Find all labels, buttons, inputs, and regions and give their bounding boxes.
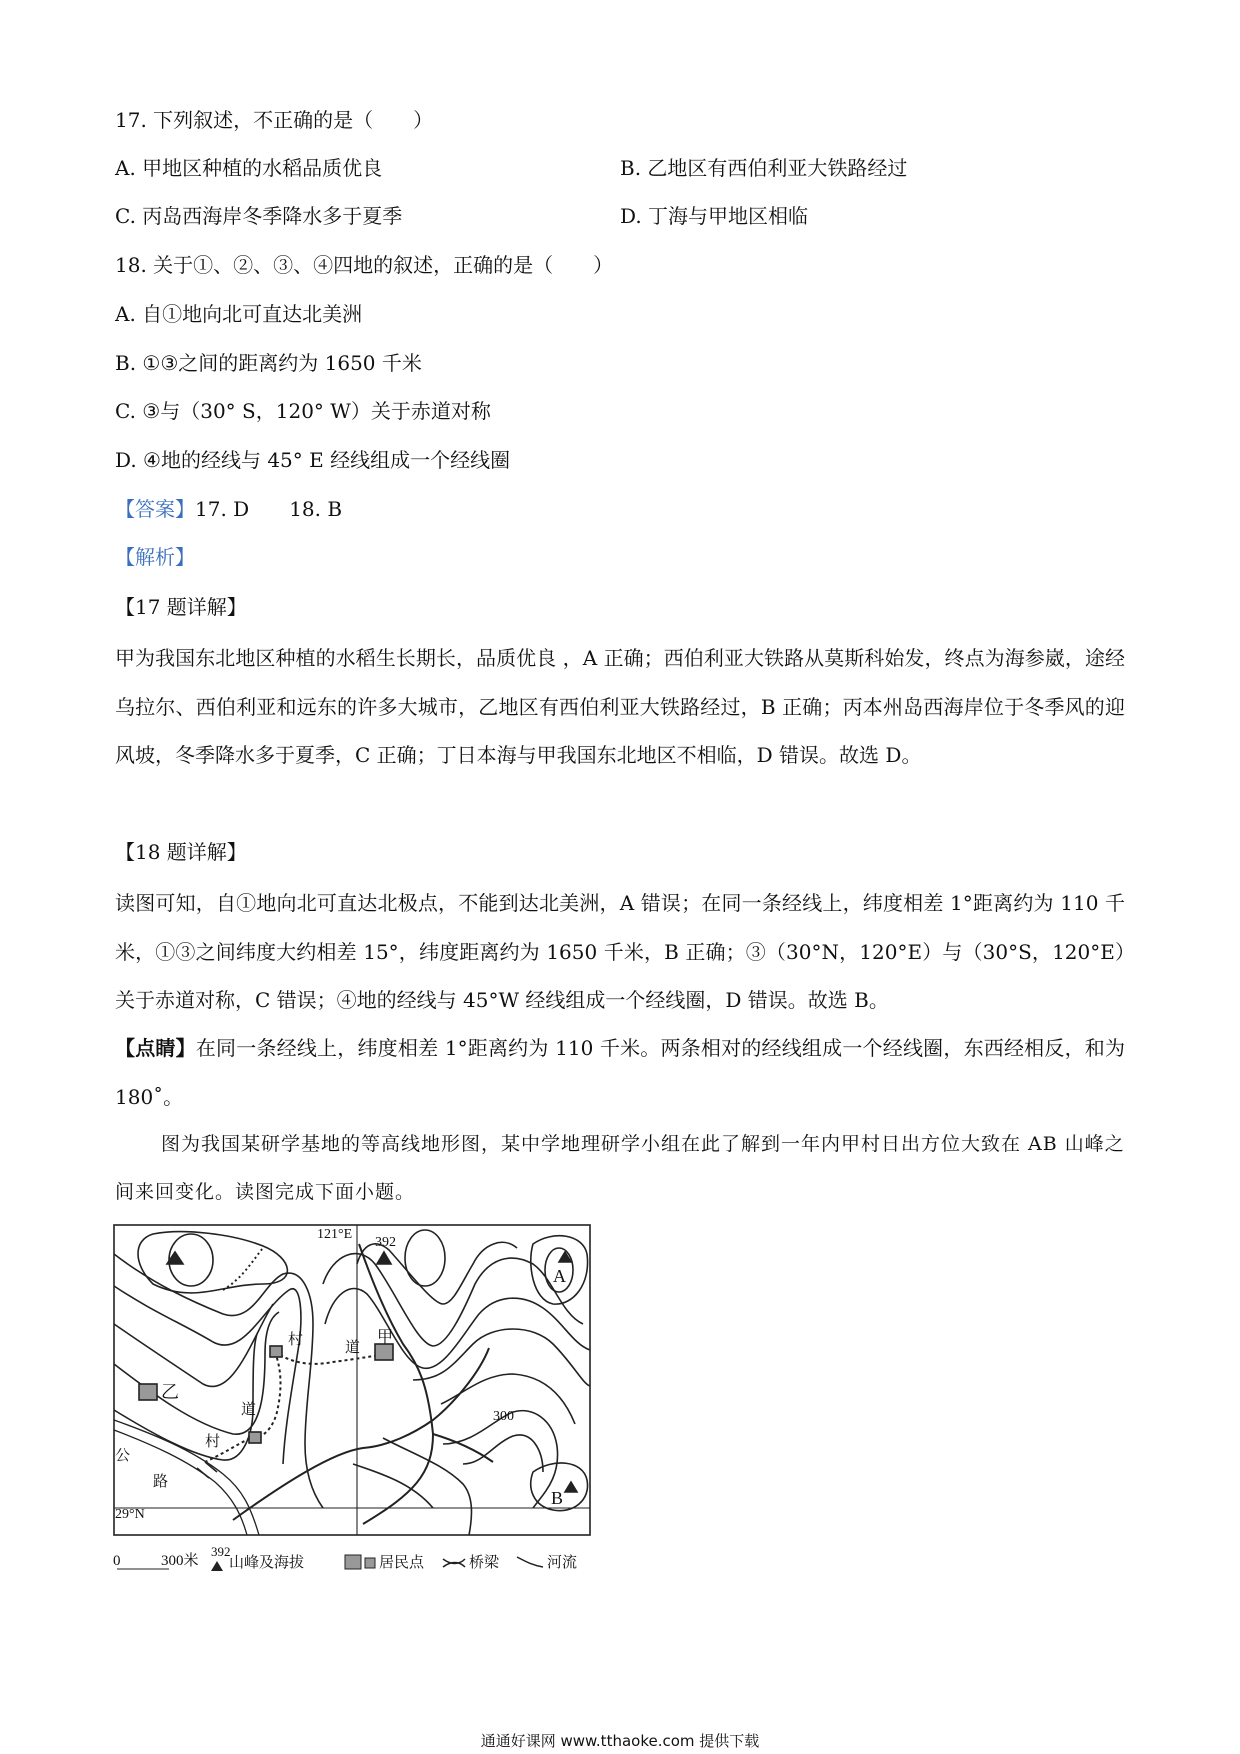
detail17-body: 甲为我国东北地区种植的水稻生长期长，品质优良 ，A 正确；西伯利亚大铁路从莫斯科始发，终点为海参崴，途经乌拉尔、西伯利亚和远东的许多大城市，乙地区有西伯利亚大铁路经过，B 正确；丙本州岛西海岸位于冬季风的迎风坡，冬季降水多于夏季，C 正确；丁日本海与甲我国东北地区不相临，D 错误。故选 D。	[115, 646, 1125, 767]
legend-bridge-icon	[443, 1559, 465, 1567]
q18-option-b: B. ①③之间的距离约为 1650 千米	[115, 351, 422, 375]
legend-river-text: 河流	[547, 1555, 578, 1571]
legend-peak-number: 392	[211, 1544, 231, 1559]
contour-se-1	[443, 1411, 558, 1508]
contour-s-1	[353, 1464, 433, 1508]
detail17-title: 【17 题详解】	[115, 595, 247, 619]
contour-e-3	[325, 1289, 590, 1369]
legend-settlement-small-icon	[365, 1558, 375, 1568]
q18-stem: 18. 关于①、②、③、④四地的叙述，正确的是（ ）	[115, 253, 614, 277]
peak-b-label: B	[551, 1488, 564, 1508]
settlement-jia	[375, 1344, 393, 1360]
detail18-title: 【18 题详解】	[115, 840, 247, 864]
scale-text: 300米	[161, 1553, 199, 1569]
analysis-tag: 【解析】	[115, 545, 195, 569]
river-branch	[233, 1348, 489, 1520]
road-label-dao-1: 道	[345, 1340, 361, 1356]
village-road-north	[275, 1352, 385, 1364]
contour-w-3	[114, 1304, 273, 1387]
tip-body: 在同一条经线上，纬度相差 1°距离约为 110 千米。两条相对的经线组成一个经线圈，东西经相反，和为 180˚。	[115, 1036, 1125, 1109]
legend-peak-icon	[211, 1561, 223, 1571]
contour-map	[113, 1224, 593, 1536]
q17-stem: 17. 下列叙述，不正确的是（ ）	[115, 108, 434, 132]
contour-se-2	[463, 1435, 543, 1472]
peak-b-icon	[565, 1482, 577, 1492]
contour-300-label: 300	[493, 1409, 514, 1424]
q17-option-d: D. 丁海与甲地区相临	[620, 204, 809, 228]
map-frame	[114, 1225, 590, 1535]
peak-392-icon	[377, 1252, 391, 1264]
map-legend	[113, 1541, 633, 1577]
scale-zero: 0	[113, 1553, 121, 1569]
parallel-label: 29°N	[115, 1507, 145, 1522]
answer-line	[115, 495, 342, 523]
detail18-body: 读图可知，自①地向北可直达北极点，不能到达北美洲，A 错误；在同一条经线上，纬度相差 1°距离约为 110 千米，①③之间纬度大约相差 15°，纬度距离约为 1650 千米，B 正确；③（30°N，120°E）与（30°S，120°E）关于赤道对称，C 错误；④地的经线与 45°W 经线组成一个经线圈，D 错误。故选 B。	[115, 891, 1125, 1012]
contour-e-4	[413, 1329, 590, 1386]
contour-w-5	[114, 1334, 257, 1460]
map-intro: 图为我国某研学基地的等高线地形图，某中学地理研学小组在此了解到一年内甲村日出方位大致在 AB 山峰之间来回变化。读图完成下面小题。	[115, 1133, 1125, 1203]
legend-settlement-large-icon	[345, 1555, 361, 1569]
q18-option-d: D. ④地的经线与 45° E 经线组成一个经线圈	[115, 448, 511, 472]
legend-peak-text: 山峰及海拔	[229, 1555, 305, 1571]
settlement-small-2	[249, 1432, 261, 1443]
q17-option-a: A. 甲地区种植的水稻品质优良	[115, 156, 383, 180]
tip-paragraph	[115, 1024, 1125, 1121]
contour-392-inner	[405, 1230, 445, 1286]
q18-option-c: C. ③与（30° S，120° W）关于赤道对称	[115, 399, 491, 423]
legend-settlement-text: 居民点	[379, 1555, 425, 1571]
legend-river-icon	[517, 1557, 543, 1567]
tip-tag: 【点睛】	[115, 1036, 196, 1060]
peak-392-label: 392	[375, 1235, 396, 1250]
answer-tag: 【答案】	[115, 497, 195, 521]
yi-label: 乙	[161, 1382, 179, 1402]
peak-a-label: A	[553, 1266, 566, 1286]
settlement-yi	[139, 1384, 157, 1400]
road-label-cun-2: 村	[205, 1434, 221, 1450]
legend-bridge-text: 桥梁	[469, 1555, 500, 1571]
road-label-dao-2: 道	[241, 1402, 257, 1418]
q18-option-a: A. 自①地向北可直达北美洲	[115, 302, 363, 326]
road-label-cun-1: 村	[288, 1332, 304, 1348]
answer-text: 17. D 18. B	[195, 497, 343, 521]
bridge-icon	[197, 1462, 217, 1478]
highway-label-lu: 路	[153, 1474, 169, 1490]
page-footer: 通通好课网 www.tthaoke.com 提供下载	[480, 1732, 760, 1750]
highway-label-gong: 公	[115, 1448, 131, 1464]
contour-s-2	[383, 1438, 471, 1535]
settlement-small-1	[270, 1346, 282, 1357]
q17-option-c: C. 丙岛西海岸冬季降水多于夏季	[115, 204, 403, 228]
q17-option-b: B. 乙地区有西伯利亚大铁路经过	[620, 156, 908, 180]
river-east	[433, 1434, 493, 1462]
jia-label: 甲	[377, 1329, 394, 1346]
meridian-label: 121°E	[317, 1227, 353, 1242]
